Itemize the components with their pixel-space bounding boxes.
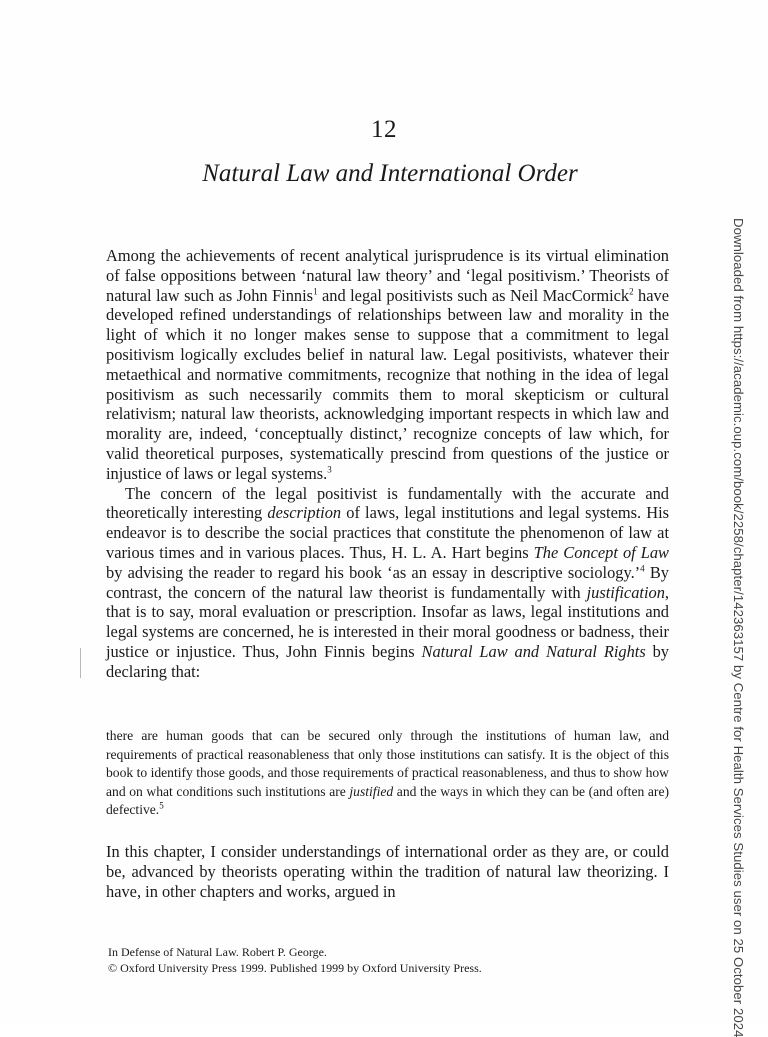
chapter-title: Natural Law and International Order — [202, 160, 578, 187]
footnote-ref-3[interactable]: 3 — [327, 464, 332, 475]
footer-citation: In Defense of Natural Law. Robert P. George. — [108, 945, 327, 959]
margin-mark — [80, 648, 81, 678]
download-watermark-text: Downloaded from https://academic.oup.com/book/2258/chapter/142363157 by Centre for Health Services Studies user on 25 October 2024 — [731, 218, 746, 1037]
footnote-ref-1[interactable]: 1 — [313, 286, 318, 297]
footnote-ref-5[interactable]: 5 — [159, 800, 164, 811]
text-run: and the ways in which they can be (and often are) defective. — [106, 783, 670, 817]
block-quote — [106, 727, 669, 820]
text-run: there are human goods that can be secured only through the institutions of human law, and requirements of practical reasonableness that only those institutions can satisfy. It is the object of this book to identify those goods, and those requirements of practical reasonableness, and thus to show how and on what conditions such institutions are — [106, 728, 669, 799]
text-run: of laws, legal institutions and legal systems. His endeavor is to describe the social practices that constitute the phenomenon of law at various times and in various places. Thus, H. L. A. Hart begins — [106, 503, 669, 562]
text-run: by declaring that: — [106, 641, 669, 681]
emphasis-justification: justification — [586, 582, 665, 602]
download-watermark — [728, 218, 746, 1037]
quote-paragraph — [106, 727, 669, 820]
book-title-natural-law-natural-rights: Natural Law and Natural Rights — [421, 641, 646, 661]
book-title-concept-of-law: The Concept of Law — [533, 542, 669, 562]
body-text-continued — [106, 842, 669, 901]
page-footer — [108, 945, 628, 976]
text-run: By contrast, the concern of the natural law theorist is fundamentally with — [106, 562, 669, 602]
emphasis-description: description — [267, 503, 342, 523]
text-run: have developed refined understandings of relationships between law and morality in the light of which it no longer makes sense to suppose that a commitment to legal positivism logically excludes belief in natural law. Legal positivists, whatever their metaethical and normative commitments, recognize that nothing in the idea of legal positivism as such necessarily commits them to moral skepticism or cultural relativism; natural law theorists, acknowledging important respects in which law and morality are, indeed, ‘conceptually distinct,’ recognize concepts of law which, for valid theoretical purposes, systematically prescind from questions of the justice or injustice of laws or legal systems. — [106, 285, 669, 483]
paragraph-3: In this chapter, I consider understandings of international order as they are, or could be, advanced by theorists operating within the tradition of natural law theorizing. I have, in other chapters and works, argued in — [106, 842, 669, 901]
paragraph-1 — [106, 246, 669, 484]
text-run: The concern of the legal positivist is fundamentally with the accurate and theoretically interesting — [106, 483, 669, 523]
text-run: by advising the reader to regard his book ‘as an essay in descriptive sociology.’ — [106, 562, 641, 582]
paragraph-2 — [106, 484, 669, 682]
text-run: and legal positivists such as Neil MacCormick — [317, 285, 630, 305]
text-run: , that is to say, moral evaluation or prescription. Insofar as laws, legal institutions and legal systems are concerned, he is interested in their moral goodness or badness, their justice or injustice. Thus, John Finnis begins — [106, 582, 669, 661]
footnote-ref-2[interactable]: 2 — [629, 286, 634, 297]
footer-copyright: © Oxford University Press 1999. Published 1999 by Oxford University Press. — [108, 960, 482, 975]
body-text — [106, 246, 669, 682]
footnote-ref-4[interactable]: 4 — [640, 563, 645, 574]
chapter-number: 12 — [371, 116, 397, 143]
text-run: Among the achievements of recent analytical jurisprudence is its virtual elimination of false oppositions between ‘natural law theory’ and ‘legal positivism.’ Theorists of natural law such as John Finnis — [106, 246, 669, 305]
emphasis-justified: justified — [349, 783, 394, 799]
